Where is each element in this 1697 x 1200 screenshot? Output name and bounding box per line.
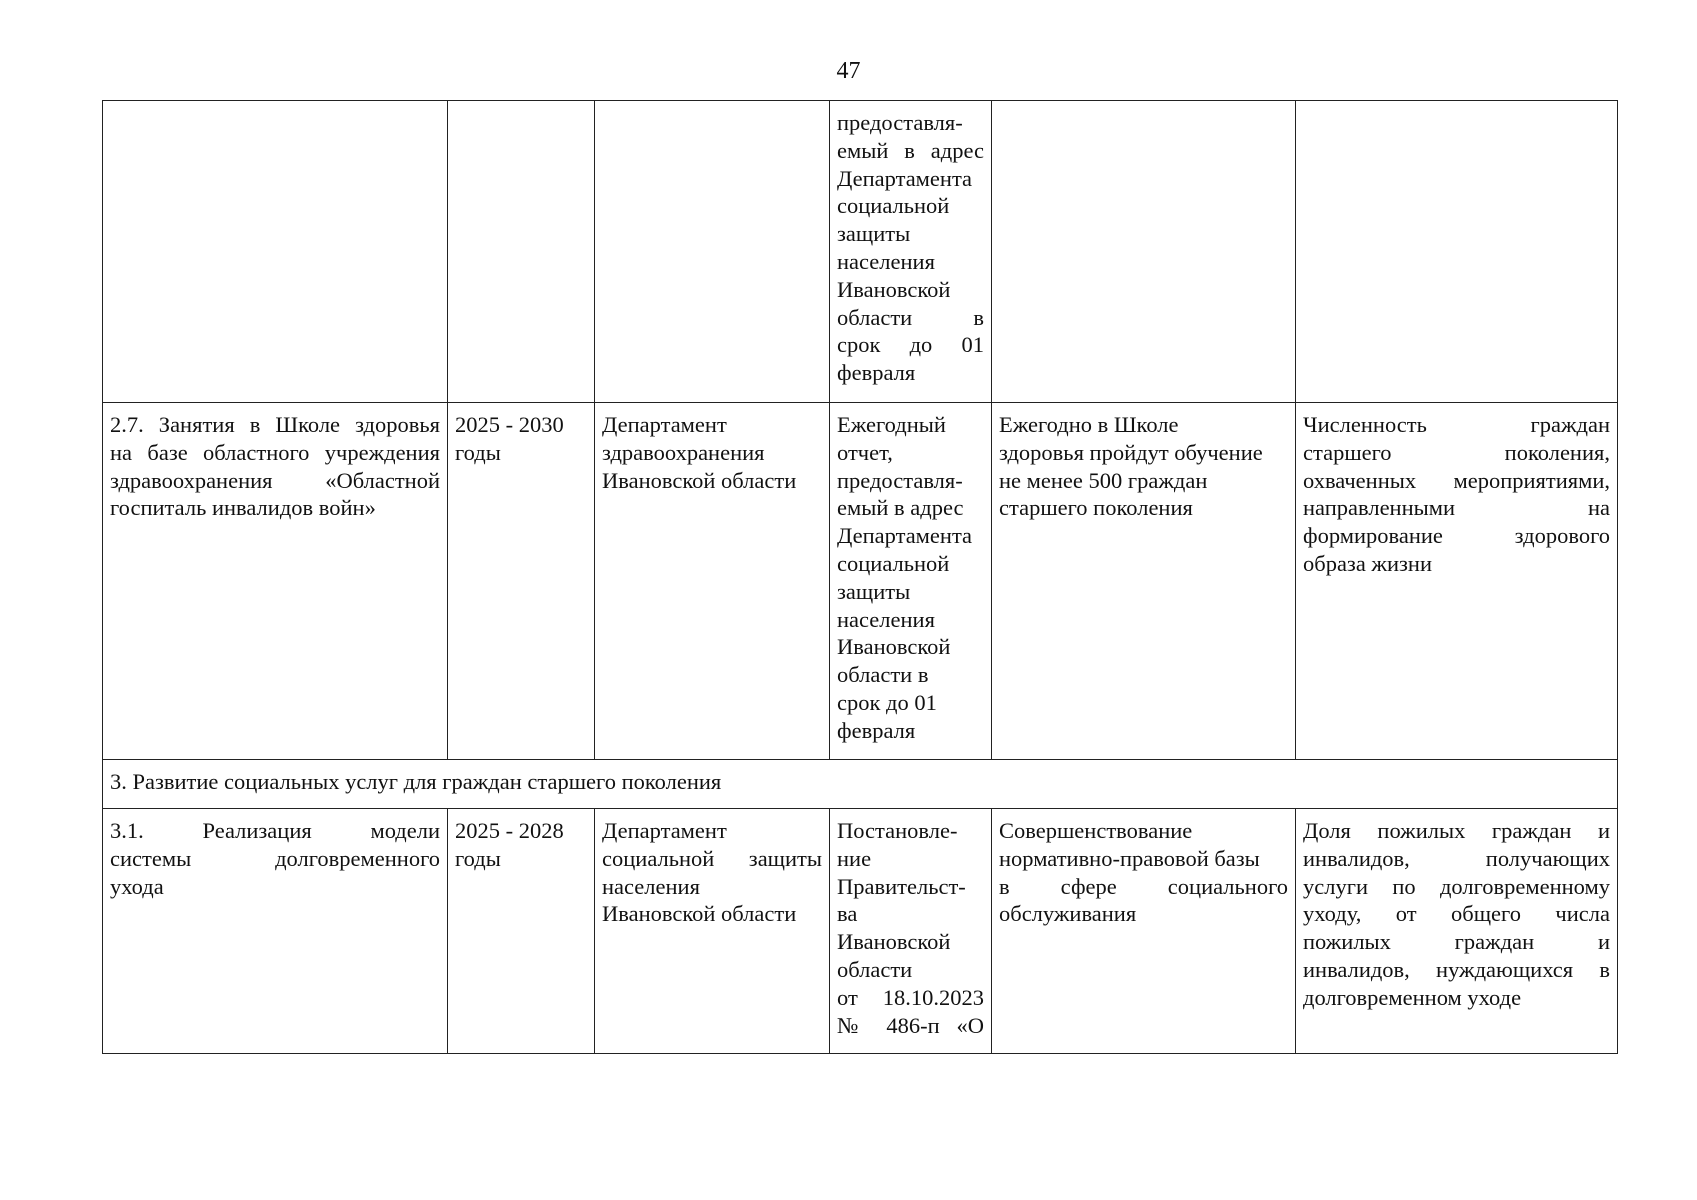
section-row-3 [103,760,1618,809]
text-line: инвалидов, получающих [1303,845,1610,871]
executor-cell [595,403,830,760]
text-line: предоставля- [837,110,963,135]
text-line: Департамент [602,818,727,843]
text-line: образа жизни [1303,550,1432,576]
text-line: охваченных мероприятиями, [1303,467,1610,493]
text-line: здоровья пройдут обучение [999,439,1263,465]
text-line: Совершенствование [999,818,1193,843]
text-line: емый в адрес [837,495,964,521]
result-cell [992,101,1296,403]
text-line: 3.1. Реализация модели [110,818,440,843]
report-cell [830,809,992,1054]
result-cell [992,809,1296,1054]
text-line: годы [455,439,501,465]
text-line: старшего поколения, [1303,439,1610,465]
text-line: инвалидов, нуждающихся в [1303,956,1610,982]
text-line: Ежегодный [837,412,946,437]
indicator-cell [1296,403,1618,760]
measures-table [102,100,1618,1054]
text-line: формирование здорового [1303,523,1610,549]
text-line: нормативно-правовой базы [999,845,1260,871]
table-row-2-7 [103,403,1618,760]
text-line: социальной [837,550,950,576]
text-line: долговременном уходе [1303,984,1522,1010]
text-line: 2025 - 2030 [455,412,564,437]
text-line: предоставля- [837,467,963,493]
text-line: защиты [837,221,911,247]
text-line: Правительст- [837,873,966,899]
text-line: февраля [837,360,916,386]
text-line: 2025 - 2028 [455,818,564,843]
table-row-3-1 [103,809,1618,1054]
text-line: населения [837,606,935,632]
text-line: Доля пожилых граждан и [1303,818,1610,843]
text-line: старшего поколения [999,495,1193,521]
text-line: Ивановской области [602,901,797,927]
report-cell [830,403,992,760]
text-line: пожилых граждан и [1303,929,1610,955]
text-line: области [837,956,913,982]
text-line: Постановле- [837,818,958,843]
text-line: Ивановской [837,276,951,302]
result-cell [992,403,1296,760]
text-line: № 486-п «О [837,1012,984,1038]
executor-cell [595,101,830,403]
text-line: ухода [110,873,164,899]
text-line: Департамента [837,523,973,549]
period-cell [448,809,595,1054]
text-line: Департамента [837,165,973,191]
text-line: не менее 500 граждан [999,467,1208,493]
text-line: госпиталь инвалидов войн» [110,495,376,521]
text-line: социальной защиты [602,845,822,871]
text-line: здравоохранения [602,439,765,465]
text-line: системы долговременного [110,845,440,871]
text-line: услуги по долговременному [1303,873,1610,899]
text-line: от 18.10.2023 [837,984,984,1010]
executor-cell [595,809,830,1054]
text-line: в сфере социального [999,873,1288,899]
measure-cell [103,809,448,1054]
text-line: социальной [837,193,950,219]
measure-cell [103,101,448,403]
period-cell [448,403,595,760]
text-line: Ивановской [837,634,951,660]
text-line: емый в адрес [837,137,984,163]
text-line: ние [837,845,872,871]
text-line: Ивановской области [602,467,797,493]
text-line: защиты [837,578,911,604]
page-number: 47 [836,58,861,84]
measure-cell [103,403,448,760]
text-line: ва [837,901,858,927]
text-line: здравоохранения «Областной [110,467,440,493]
text-line: направленными на [1303,495,1610,521]
text-line: Департамент [602,412,727,437]
text-line: населения [837,248,935,274]
text-line: срок до 01 [837,332,984,358]
text-line: годы [455,845,501,871]
report-cell [830,101,992,403]
table-row-continued [103,101,1618,403]
indicator-cell [1296,809,1618,1054]
text-line: Ежегодно в Школе [999,412,1179,437]
period-cell [448,101,595,403]
text-line: отчет, [837,439,893,465]
text-line: срок до 01 [837,689,937,715]
text-line: области в [837,304,984,330]
text-line: февраля [837,717,916,743]
text-line: Численность граждан [1303,412,1610,437]
indicator-cell [1296,101,1618,403]
text-line: Ивановской [837,929,951,955]
text-line: уходу, от общего числа [1303,901,1610,927]
text-line: области в [837,662,929,688]
text-line: населения [602,873,700,899]
text-line: обслуживания [999,901,1137,927]
section-title: 3. Развитие социальных услуг для граждан старшего поколения [103,760,1618,809]
text-line: на базе областного учреждения [110,439,440,465]
text-line: 2.7. Занятия в Школе здоровья [110,412,440,437]
